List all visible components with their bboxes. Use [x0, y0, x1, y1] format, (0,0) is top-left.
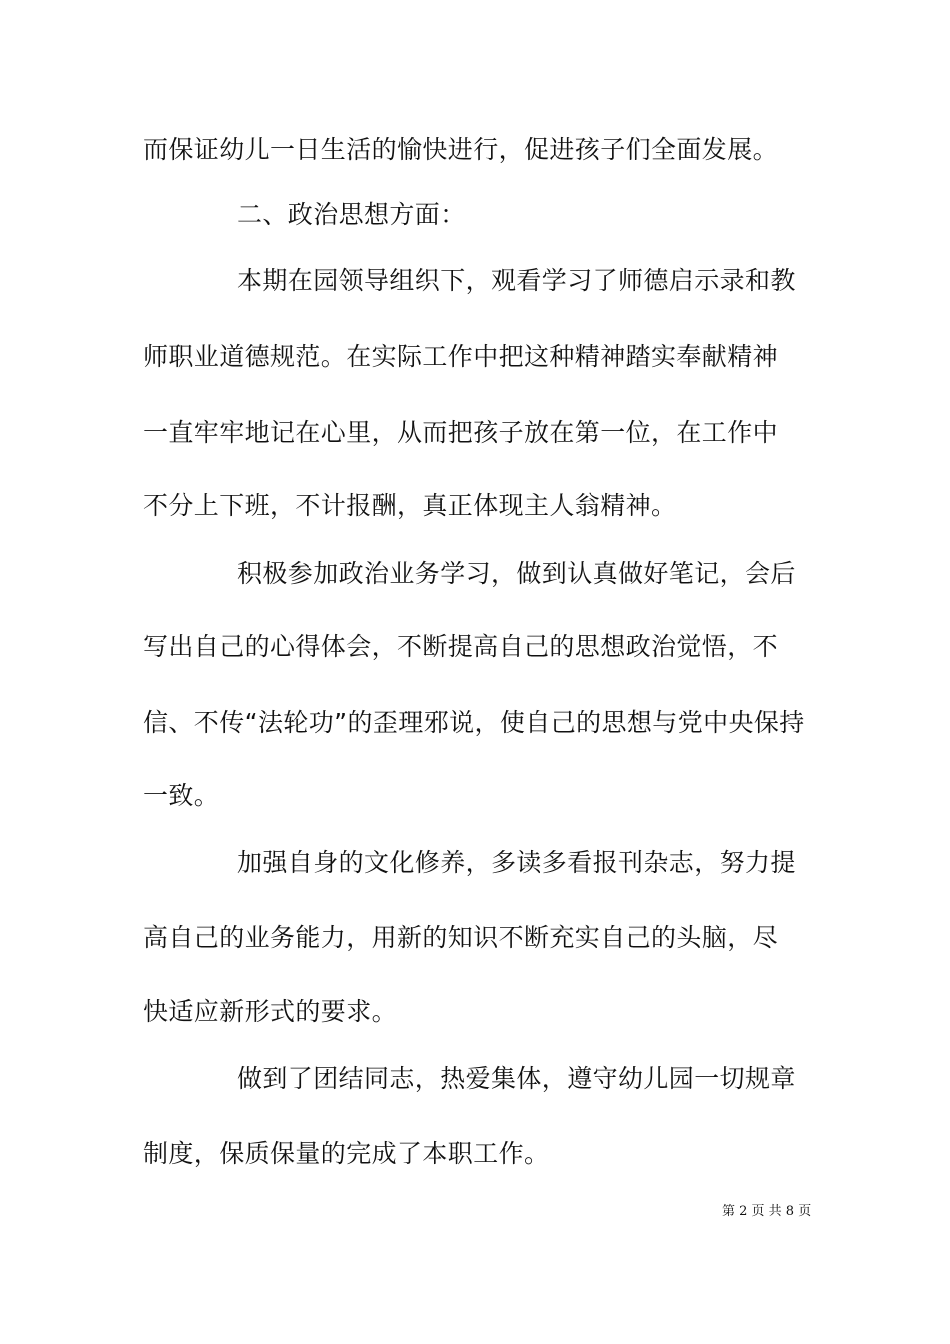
- text-line-8: 写出自己的心得体会，不断提高自己的思想政治觉悟，不: [143, 632, 779, 661]
- text-line-6: 不分上下班，不计报酬，真正体现主人翁精神。: [143, 491, 677, 520]
- text-line-9: 信、不传“法轮功”的歪理邪说，使自己的思想与党中央保持: [143, 708, 805, 737]
- text-line-3: 本期在园领导组织下，观看学习了师德启示录和教: [237, 266, 796, 295]
- text-line-1: 而保证幼儿一日生活的愉快进行，促进孩子们全面发展。: [143, 135, 779, 164]
- text-line-10: 一致。: [143, 781, 220, 810]
- text-line-4: 师职业道德规范。在实际工作中把这种精神踏实奉献精神: [143, 342, 779, 371]
- text-line-7: 积极参加政治业务学习，做到认真做好笔记，会后: [237, 559, 796, 588]
- text-line-5: 一直牢牢地记在心里，从而把孩子放在第一位，在工作中: [143, 418, 779, 447]
- text-line-11: 加强自身的文化修养，多读多看报刊杂志，努力提: [237, 848, 796, 877]
- text-line-14: 做到了团结同志，热爱集体，遵守幼儿园一切规章: [237, 1064, 796, 1093]
- page-number: 第 2 页 共 8 页: [722, 1204, 812, 1219]
- text-line-13: 快适应新形式的要求。: [143, 997, 398, 1026]
- text-line-15: 制度，保质保量的完成了本职工作。: [143, 1139, 550, 1168]
- section-heading-political: 二、政治思想方面：: [237, 200, 466, 229]
- text-line-12: 高自己的业务能力，用新的知识不断充实自己的头脑，尽: [143, 923, 779, 952]
